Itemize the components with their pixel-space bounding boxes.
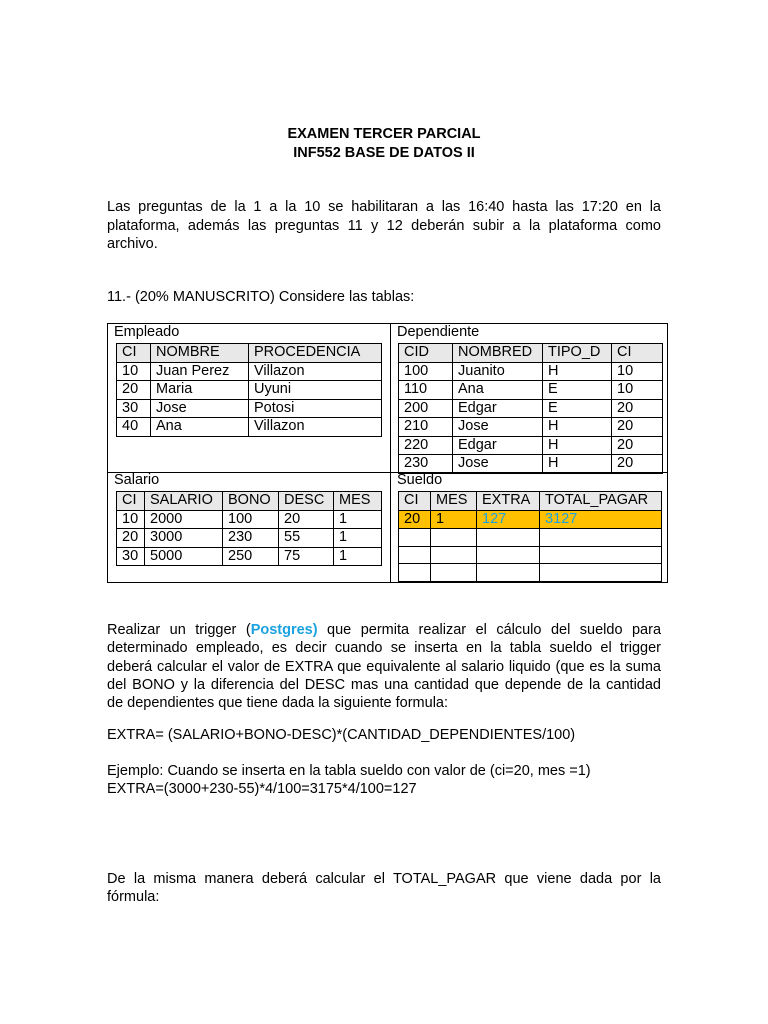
table-row	[117, 529, 382, 548]
table-row	[117, 418, 382, 437]
table-row-highlighted	[399, 510, 662, 529]
body-line-4: del BONO y la diferencia del DESC mas una cantidad que depende de la cantidad	[107, 677, 661, 693]
table-cell: Edgar	[453, 399, 543, 418]
column-header: PROCEDENCIA	[249, 344, 382, 363]
table-cell	[431, 529, 477, 547]
table-header-row	[117, 492, 382, 511]
table-cell	[399, 564, 431, 582]
body-line-1	[107, 621, 661, 640]
table-cell	[477, 529, 540, 547]
dependiente-table	[398, 343, 663, 474]
empleado-table	[116, 343, 382, 437]
table-cell: 20	[612, 418, 663, 437]
table-cell: 20	[117, 381, 151, 400]
body-line-5: de dependientes que tiene dada la siguiente formula:	[107, 695, 449, 711]
table-cell: Maria	[151, 381, 249, 400]
table-row	[399, 399, 663, 418]
table-cell	[477, 564, 540, 582]
body-line-1-start: Realizar un trigger (	[107, 622, 251, 638]
column-header: MES	[334, 492, 382, 511]
course-title: INF552 BASE DE DATOS II	[293, 145, 475, 161]
table-cell: Ana	[151, 418, 249, 437]
sueldo-label: Sueldo	[397, 472, 443, 488]
table-cell: Juanito	[453, 362, 543, 381]
table-cell	[399, 529, 431, 547]
table-cell: Villazon	[249, 362, 382, 381]
table-cell: 20	[612, 399, 663, 418]
table-cell: 75	[279, 547, 334, 566]
table-cell: 10	[117, 510, 145, 529]
table-row	[117, 381, 382, 400]
exam-title: EXAMEN TERCER PARCIAL	[287, 126, 481, 142]
table-cell: 10	[612, 381, 663, 400]
column-header: TOTAL_PAGAR	[540, 492, 662, 511]
table-cell: 100	[399, 362, 453, 381]
salario-table	[116, 491, 382, 566]
table-cell: 20	[612, 436, 663, 455]
table-row	[399, 418, 663, 437]
table-cell: Jose	[453, 418, 543, 437]
extra-formula: EXTRA= (SALARIO+BONO-DESC)*(CANTIDAD_DEPENDIENTES/100)	[107, 727, 576, 743]
table-cell: H	[543, 436, 612, 455]
table-row	[399, 436, 663, 455]
table-cell	[431, 546, 477, 564]
table-cell: 1	[334, 547, 382, 566]
column-header: TIPO_D	[543, 344, 612, 363]
table-cell: 230	[223, 529, 279, 548]
table-cell	[399, 546, 431, 564]
column-header: CI	[399, 492, 431, 511]
table-cell: Uyuni	[249, 381, 382, 400]
table-row	[117, 399, 382, 418]
grid-vertical-divider	[390, 324, 391, 582]
table-cell	[540, 546, 662, 564]
table-row	[399, 381, 663, 400]
table-cell: 250	[223, 547, 279, 566]
table-cell: Jose	[453, 455, 543, 474]
table-cell	[477, 546, 540, 564]
table-cell: 230	[399, 455, 453, 474]
column-header: NOMBRE	[151, 344, 249, 363]
table-row	[399, 362, 663, 381]
table-cell: 127	[477, 510, 540, 529]
empleado-label: Empleado	[114, 324, 180, 340]
table-cell: 5000	[145, 547, 223, 566]
table-cell: Edgar	[453, 436, 543, 455]
table-cell: E	[543, 381, 612, 400]
salario-label: Salario	[114, 472, 160, 488]
intro-line-3: archivo.	[107, 236, 158, 252]
table-cell: 3000	[145, 529, 223, 548]
table-cell: 1	[431, 510, 477, 529]
table-header-row	[117, 344, 382, 363]
column-header: CID	[399, 344, 453, 363]
table-cell: 220	[399, 436, 453, 455]
table-row	[399, 546, 662, 564]
table-cell: 10	[117, 362, 151, 381]
table-header-row	[399, 344, 663, 363]
table-cell: Potosi	[249, 399, 382, 418]
column-header: MES	[431, 492, 477, 511]
table-cell: 100	[223, 510, 279, 529]
table-cell: 1	[334, 529, 382, 548]
table-cell: 20	[399, 510, 431, 529]
table-row	[399, 529, 662, 547]
column-header: SALARIO	[145, 492, 223, 511]
table-cell: Jose	[151, 399, 249, 418]
table-cell: E	[543, 399, 612, 418]
table-cell: 40	[117, 418, 151, 437]
table-cell	[540, 529, 662, 547]
table-row	[399, 455, 663, 474]
column-header: CI	[117, 492, 145, 511]
table-cell: 110	[399, 381, 453, 400]
table-cell: Villazon	[249, 418, 382, 437]
table-header-row	[399, 492, 662, 511]
table-cell	[540, 564, 662, 582]
table-cell: 1	[334, 510, 382, 529]
example-line-2: EXTRA=(3000+230-55)*4/100=3175*4/100=127	[107, 781, 417, 797]
tables-grid	[107, 323, 668, 583]
column-header: BONO	[223, 492, 279, 511]
column-header: EXTRA	[477, 492, 540, 511]
table-cell: 210	[399, 418, 453, 437]
intro-line-2: plataforma, además las preguntas 11 y 12 deberán subir a la plataforma como	[107, 218, 661, 234]
table-row	[399, 564, 662, 582]
intro-line-1: Las preguntas de la 1 a la 10 se habilitaran a las 16:40 hasta las 17:20 en la	[107, 199, 661, 215]
postgres-highlight: Postgres)	[250, 622, 318, 638]
table-cell: Ana	[453, 381, 543, 400]
sueldo-table	[398, 491, 662, 582]
dependiente-label: Dependiente	[397, 324, 480, 340]
table-cell: 10	[612, 362, 663, 381]
table-cell: 55	[279, 529, 334, 548]
table-cell: 200	[399, 399, 453, 418]
column-header: DESC	[279, 492, 334, 511]
total-pagar-line-1: De la misma manera deberá calcular el TOTAL_PAGAR que viene dada por la	[107, 871, 661, 887]
table-cell: Juan Perez	[151, 362, 249, 381]
table-row	[117, 510, 382, 529]
column-header: NOMBRED	[453, 344, 543, 363]
question-11: 11.- (20% MANUSCRITO) Considere las tablas:	[107, 289, 415, 305]
body-line-1-end: que permita realizar el cálculo del sueldo para	[317, 622, 662, 638]
example-line-1: Ejemplo: Cuando se inserta en la tabla sueldo con valor de (ci=20, mes =1)	[107, 763, 591, 779]
table-cell: 20	[612, 455, 663, 474]
table-row	[117, 547, 382, 566]
table-cell: 30	[117, 547, 145, 566]
table-cell: H	[543, 362, 612, 381]
table-cell: 2000	[145, 510, 223, 529]
body-line-3: deberá calcular el valor de EXTRA que equivalente al salario liquido (que es la suma	[107, 659, 661, 675]
body-line-2: determinado empleado, es decir cuando se inserta en la tabla sueldo el trigger	[107, 640, 661, 656]
column-header: CI	[117, 344, 151, 363]
table-cell: 30	[117, 399, 151, 418]
table-cell: 20	[117, 529, 145, 548]
table-cell: 20	[279, 510, 334, 529]
table-cell: 3127	[540, 510, 662, 529]
table-row	[117, 362, 382, 381]
table-cell: H	[543, 418, 612, 437]
table-cell: H	[543, 455, 612, 474]
column-header: CI	[612, 344, 663, 363]
total-pagar-line-2: fórmula:	[107, 889, 160, 905]
table-cell	[431, 564, 477, 582]
